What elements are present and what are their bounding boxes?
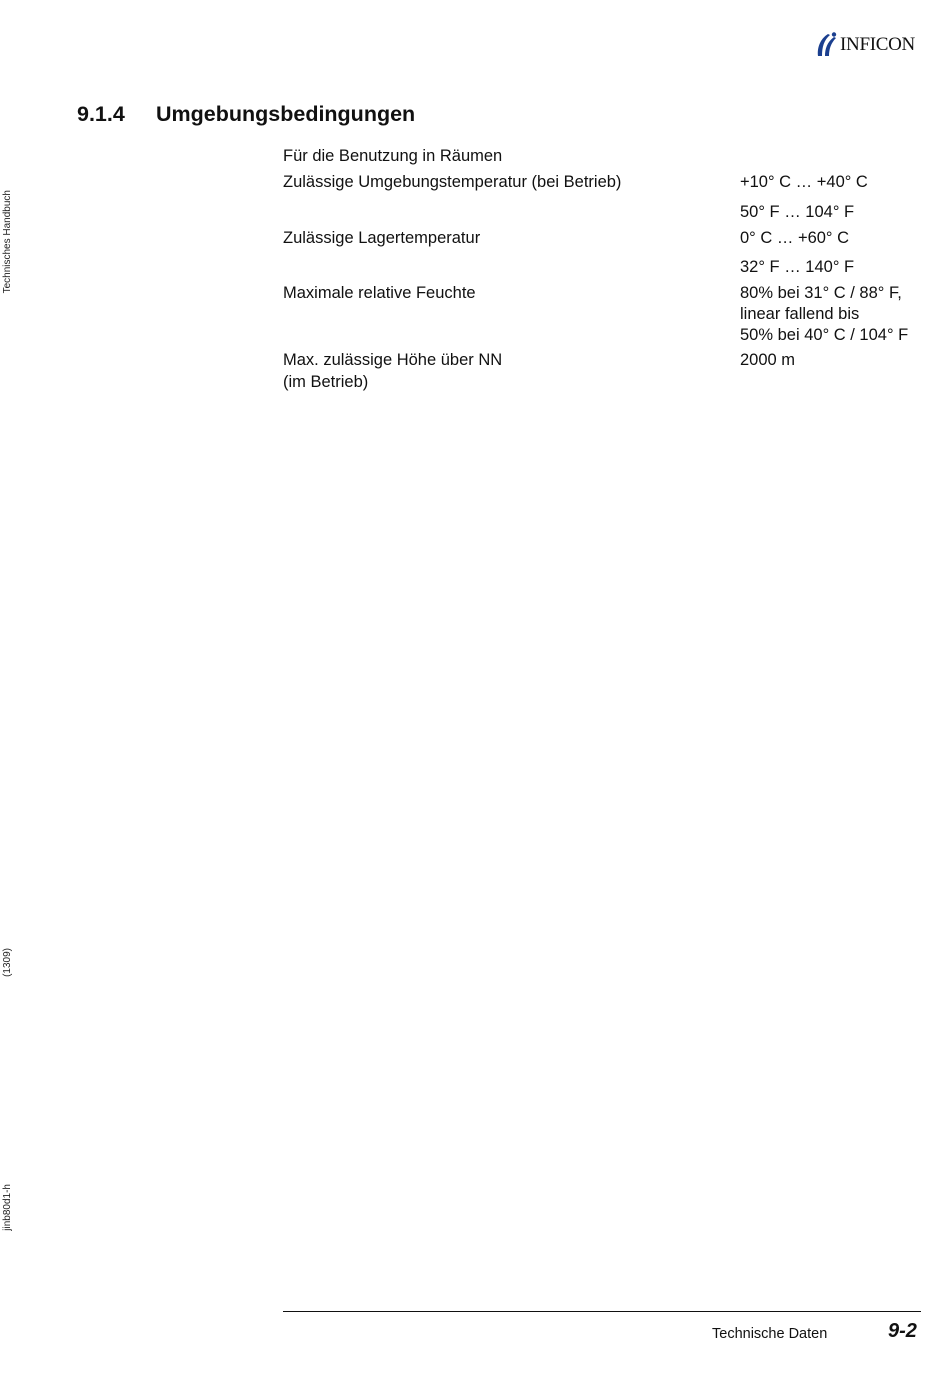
footer-page-number: 9-2: [888, 1320, 917, 1342]
inficon-logo: [816, 31, 915, 57]
footer-chapter-title: Technische Daten: [712, 1326, 828, 1342]
humidity-value-line1: 80% bei 31° C / 88° F,: [740, 284, 902, 302]
sidebar-date-code: (1309): [2, 948, 13, 977]
altitude-label-line1: Max. zulässige Höhe über NN: [283, 351, 503, 369]
logo-wordmark: INFICON: [840, 33, 915, 55]
humidity-value-line2: linear fallend bis: [740, 305, 860, 323]
storage-temp-label: Zulässige Lagertemperatur: [283, 229, 481, 247]
indoor-use-text: Für die Benutzung in Räumen: [283, 147, 503, 165]
sidebar-doc-id: jinb80d1-h: [2, 1184, 13, 1231]
altitude-label-line2: (im Betrieb): [283, 373, 369, 391]
humidity-label: Maximale relative Feuchte: [283, 284, 476, 302]
section-number: 9.1.4: [77, 102, 125, 126]
ambient-temp-celsius: +10° C … +40° C: [740, 173, 868, 191]
section-title: Umgebungsbedingungen: [156, 102, 416, 126]
altitude-value: 2000 m: [740, 351, 796, 369]
humidity-value-line3: 50% bei 40° C / 104° F: [740, 326, 909, 344]
inficon-swoosh-icon: [816, 32, 838, 56]
sidebar-doc-type: Technisches Handbuch: [2, 190, 13, 294]
ambient-temp-fahrenheit: 50° F … 104° F: [740, 203, 855, 221]
storage-temp-celsius: 0° C … +60° C: [740, 229, 850, 247]
footer-rule: [283, 1311, 921, 1312]
storage-temp-fahrenheit: 32° F … 140° F: [740, 258, 855, 276]
ambient-temp-label: Zulässige Umgebungstemperatur (bei Betrieb): [283, 173, 622, 191]
